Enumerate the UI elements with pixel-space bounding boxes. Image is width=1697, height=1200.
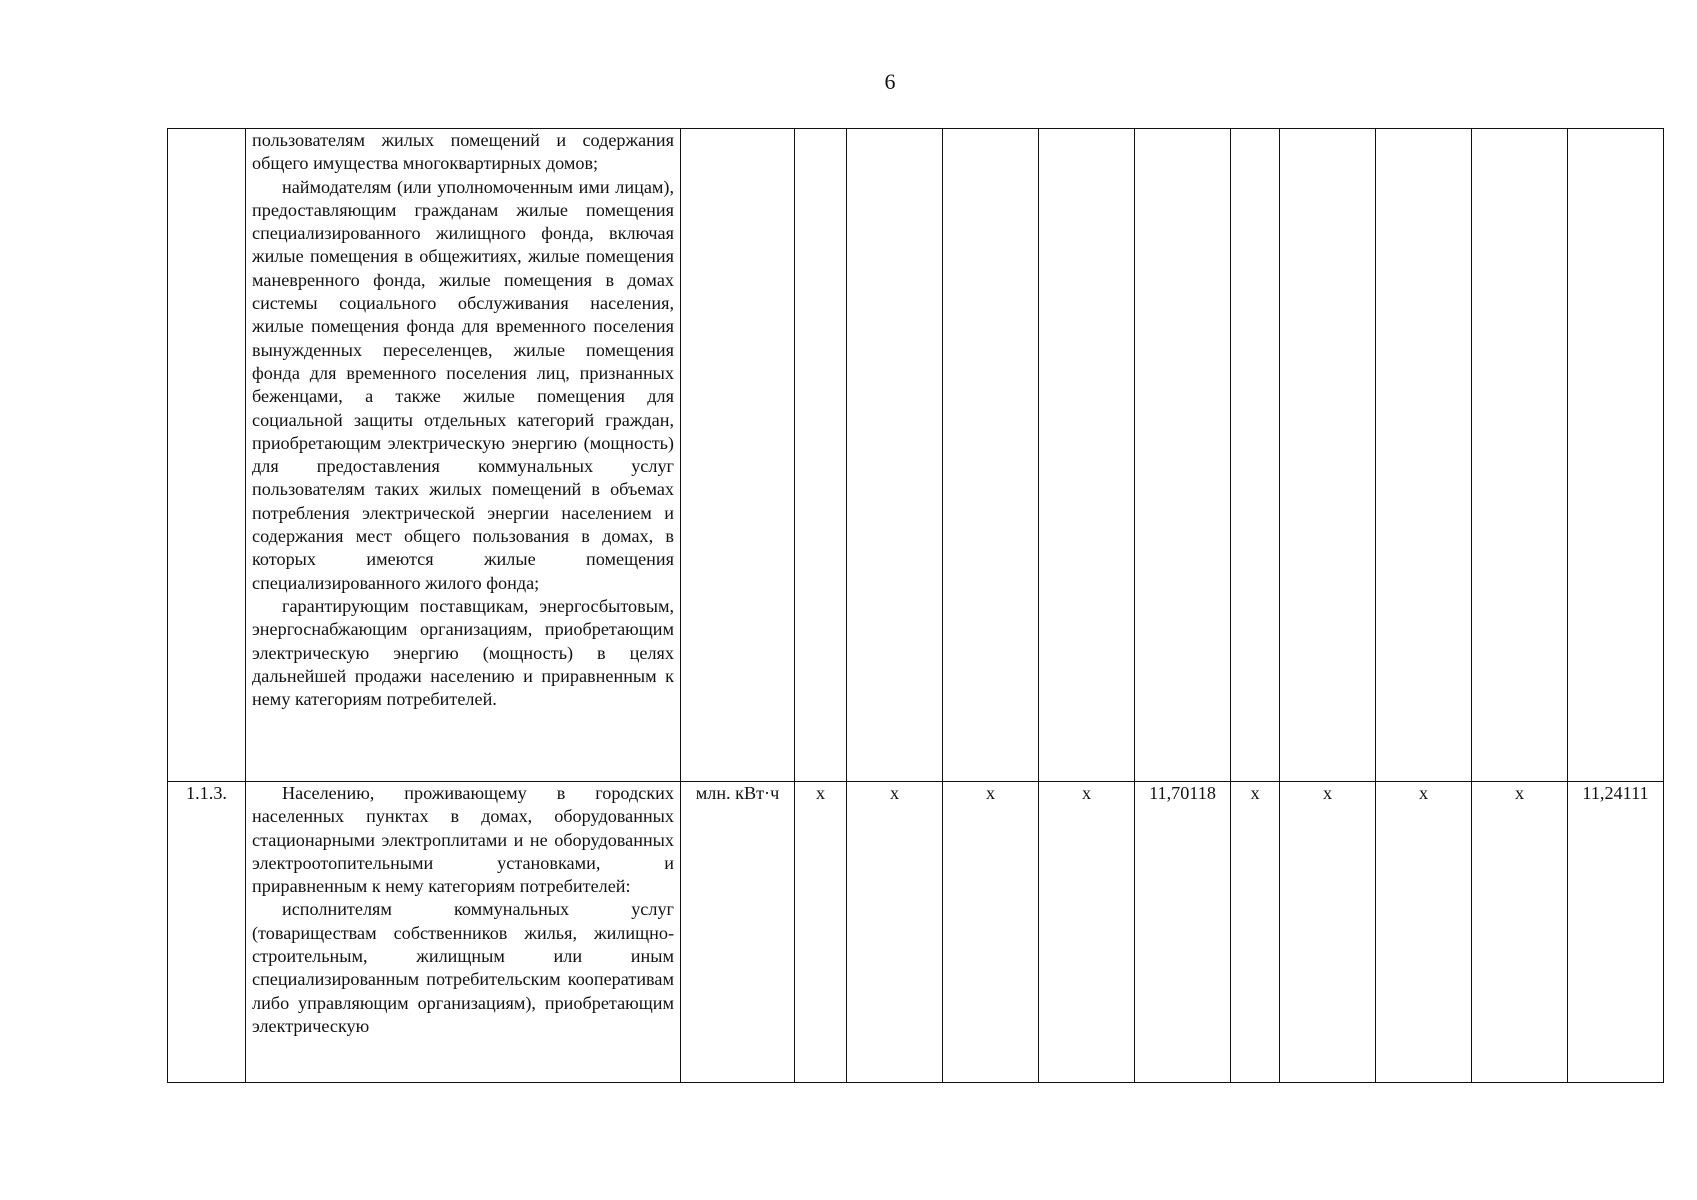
value-cell: x (847, 782, 943, 1083)
table-row (168, 129, 1664, 782)
value-cell (1039, 129, 1135, 782)
description-paragraph: исполнителям коммунальных услуг (товариществам собственников жилья, жилищно-строительным, жилищным или иным специализированным потребительским кооперативам либо управляющим организациям), приобретающим электрическую (252, 899, 674, 1036)
value-cell (847, 129, 943, 782)
description-paragraph: наймодателям (или уполномоченным ими лицам), предоставляющим гражданам жилые помещения специализированного жилищного фонда, включая жилые помещения в общежитиях, жилые помещения маневренного фонда, жилые помещения в домах системы социального обслуживания населения, жилые помещения фонда для временного поселения вынужденных переселенцев, жилые помещения фонда для временного поселения лиц, признанных беженцами, а также жилые помещения для социальной защиты отдельных категорий граждан, приобретающим электрическую энергию (мощность) для предоставления коммунальных услуг пользователям таких жилых помещений в объемах потребления электрической энергии населением и содержания мест общего пользования в домах, в которых имеются жилые помещения специализированного жилого фонда; (252, 176, 674, 593)
description-paragraph: пользователям жилых помещений и содержания общего имущества многоквартирных домов; (252, 130, 674, 174)
value-cell: x (1280, 782, 1376, 1083)
value-cell (1568, 129, 1664, 782)
unit-cell: млн. кВт·ч (681, 782, 795, 1083)
value-cell (943, 129, 1039, 782)
value-cell: x (1231, 782, 1280, 1083)
value-cell (1472, 129, 1568, 782)
page-number: 6 (884, 69, 896, 94)
unit-cell (681, 129, 795, 782)
description-paragraph: Населению, проживающему в городских населенных пунктах в домах, оборудованных стационарными электроплитами и не оборудованных электроотопительными установками, и приравненным к нему категориям потребителей: (252, 783, 674, 897)
value-cell: x (1039, 782, 1135, 1083)
value-cell (1231, 129, 1280, 782)
row-number-cell: 1.1.3. (168, 782, 246, 1083)
tariff-table (167, 128, 1664, 1083)
value-cell: x (1376, 782, 1472, 1083)
value-cell (1280, 129, 1376, 782)
value-cell: 11,70118 (1135, 782, 1231, 1083)
value-cell: x (943, 782, 1039, 1083)
description-paragraph: гарантирующим поставщикам, энергосбытовым, энергоснабжающим организациям, приобретающим электрическую энергию (мощность) в целях дальнейшей продажи населению и приравненным к нему категориям потребителей. (252, 595, 674, 710)
row-number-cell (168, 129, 246, 782)
row-description-cell (246, 782, 681, 1083)
table-row (168, 782, 1664, 1083)
value-cell: x (795, 782, 847, 1083)
value-cell (1376, 129, 1472, 782)
value-cell: 11,24111 (1568, 782, 1664, 1083)
value-cell (795, 129, 847, 782)
value-cell (1135, 129, 1231, 782)
value-cell: x (1472, 782, 1568, 1083)
row-description-cell (246, 129, 681, 782)
